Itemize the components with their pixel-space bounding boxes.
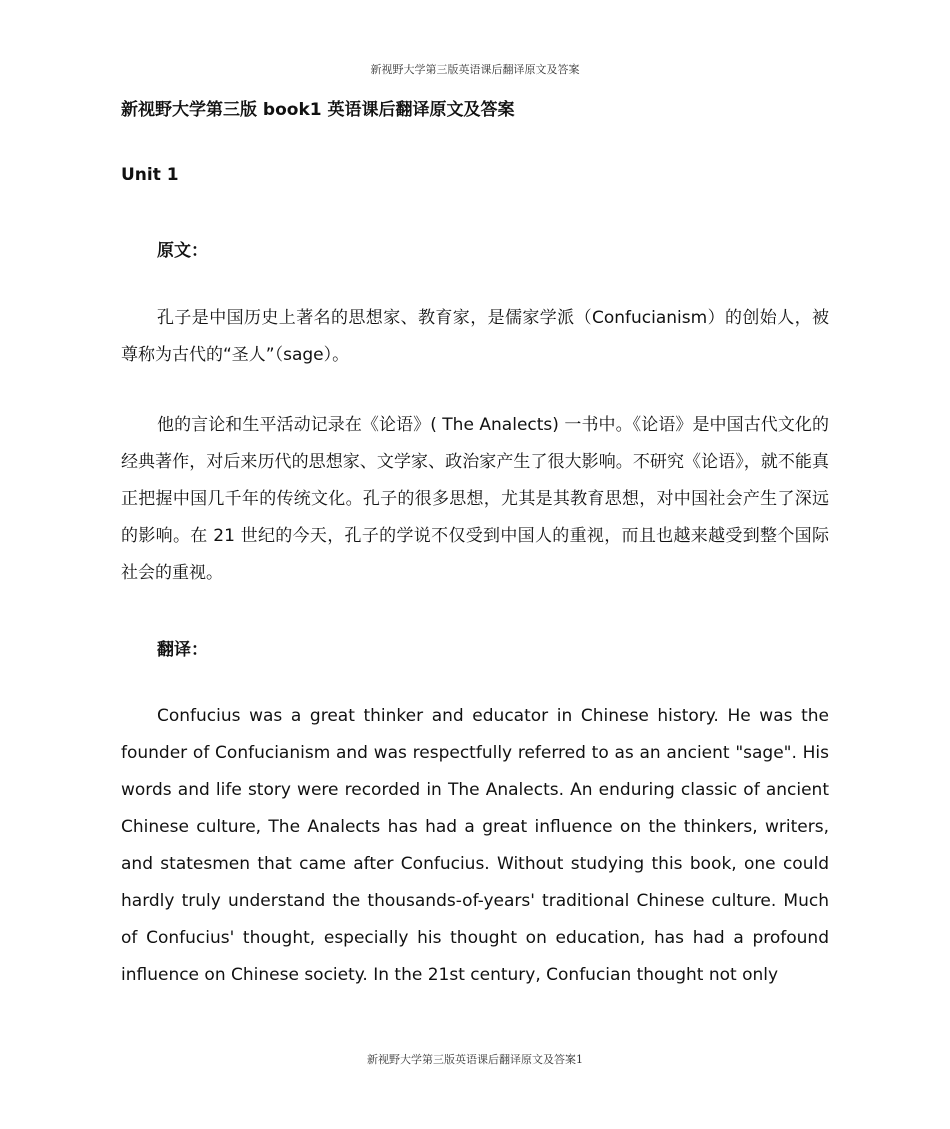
unit-heading: Unit 1 [121,165,179,185]
translation-paragraph: Confucius was a great thinker and educator in Chinese history. He was the founder of Confucianism and was respectfully referred to as an ancient "sage". His words and life story were recorded in The Analects. An enduring classic of ancient Chinese culture, The Analects has had a great influence on the thinkers, writers, and statesmen that came after Confucius. Without studying this book, one could hardly truly understand the thousands-of-years' traditional Chinese culture. Much of Confucius' thought, especially his thought on education, has had a profound influence on Chinese society. In the 21st century, Confucian thought not only [121,706,829,985]
page-header: 新视野大学第三版英语课后翻译原文及答案 [370,63,580,76]
original-text-label: 原文： [157,241,208,261]
original-paragraph-2: 他的言论和生平活动记录在《论语》( The Analects) 一书中。《论语》是中国古代文化的经典著作，对后来历代的思想家、文学家、政治家产生了很大影响。不研究《论语》，就不能真正把握中国几千年的传统文化。孔子的很多思想，尤其是其教育思想，对中国社会产生了深远的影响。在 21 世纪的今天，孔子的学说不仅受到中国人的重视，而且也越来越受到整个国际社会的重视。 [121,415,829,583]
translation-label: 翻译： [157,640,208,660]
page-footer: 新视野大学第三版英语课后翻译原文及答案1 [367,1053,583,1066]
original-paragraph-1: 孔子是中国历史上著名的思想家、教育家，是儒家学派（Confucianism）的创始人，被尊称为古代的“圣人”（sage）。 [121,308,829,365]
document-title: 新视野大学第三版 book1 英语课后翻译原文及答案 [121,100,515,120]
